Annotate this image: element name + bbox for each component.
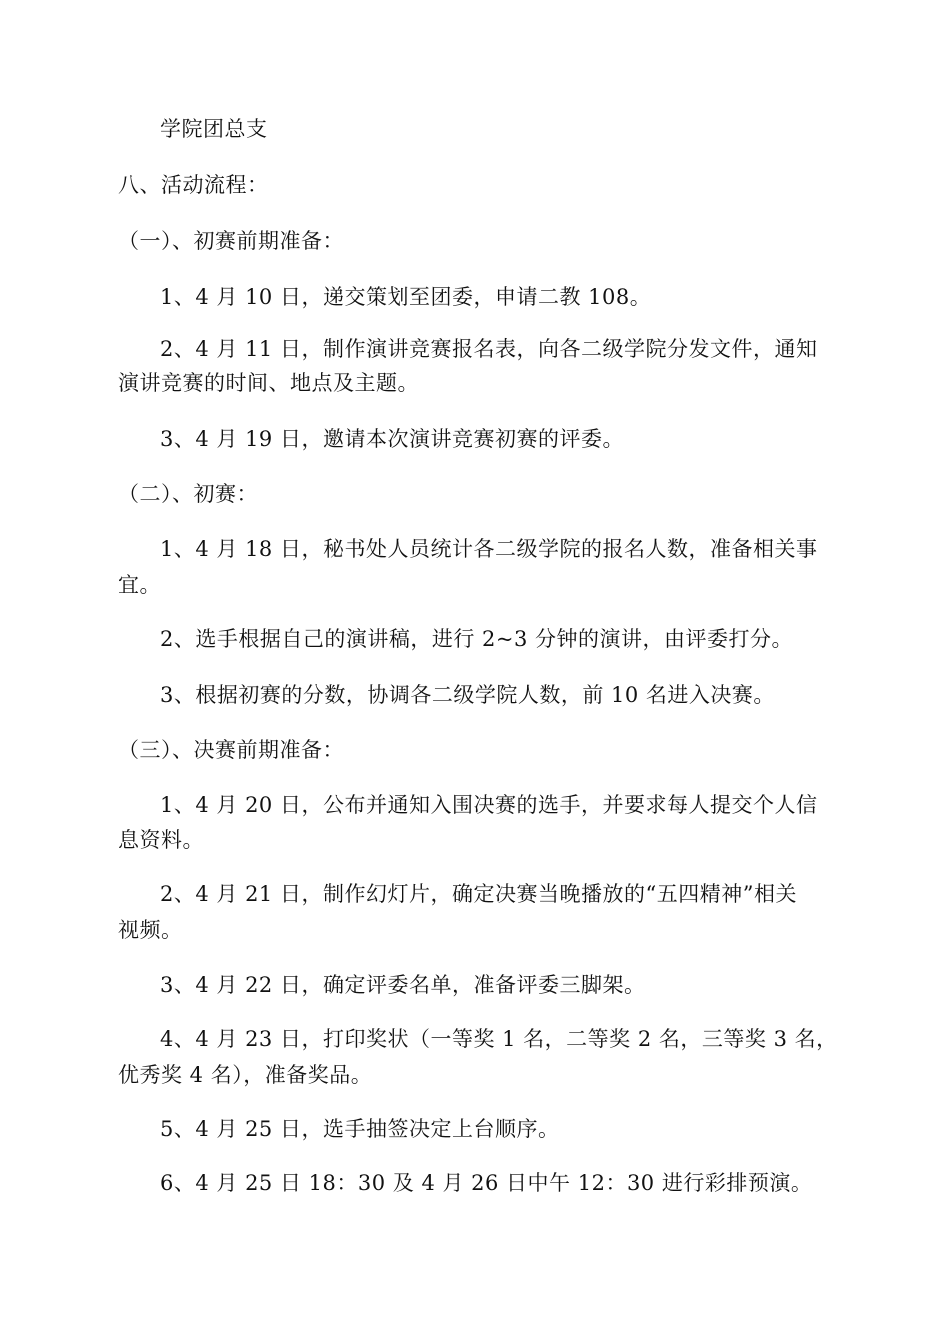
section-heading-process: 八、活动流程： bbox=[118, 173, 269, 197]
item-3-6: 6、4 月 25 日 18：30 及 4 月 26 日中午 12：30 进行彩排预演。 bbox=[160, 1171, 813, 1195]
subsection-heading-1: （一）、初赛前期准备： bbox=[118, 229, 344, 253]
item-3-1-cont: 息资料。 bbox=[118, 828, 204, 852]
item-3-4-cont: 优秀奖 4 名），准备奖品。 bbox=[118, 1063, 373, 1087]
item-1-2-cont: 演讲竞赛的时间、地点及主题。 bbox=[118, 371, 419, 395]
item-3-4: 4、4 月 23 日，打印奖状（一等奖 1 名，二等奖 2 名，三等奖 3 名， bbox=[160, 1027, 838, 1051]
item-3-2: 2、4 月 21 日，制作幻灯片，确定决赛当晚播放的“五四精神”相关 bbox=[160, 882, 797, 906]
item-2-1-cont: 宜。 bbox=[118, 573, 161, 597]
item-2-1: 1、4 月 18 日，秘书处人员统计各二级学院的报名人数，准备相关事 bbox=[160, 537, 818, 561]
item-3-3: 3、4 月 22 日，确定评委名单，准备评委三脚架。 bbox=[160, 973, 646, 997]
item-2-2: 2、选手根据自己的演讲稿，进行 2~3 分钟的演讲，由评委打分。 bbox=[160, 627, 794, 651]
item-3-5: 5、4 月 25 日，选手抽签决定上台顺序。 bbox=[160, 1117, 560, 1141]
subsection-heading-3: （三）、决赛前期准备： bbox=[118, 738, 344, 762]
item-3-2-cont: 视频。 bbox=[118, 918, 183, 942]
org-name: 学院团总支 bbox=[160, 117, 268, 141]
subsection-heading-2: （二）、初赛： bbox=[118, 482, 258, 506]
item-3-1: 1、4 月 20 日，公布并通知入围决赛的选手，并要求每人提交个人信 bbox=[160, 793, 818, 817]
item-2-3: 3、根据初赛的分数，协调各二级学院人数，前 10 名进入决赛。 bbox=[160, 683, 775, 707]
item-1-1: 1、4 月 10 日，递交策划至团委，申请二教 108。 bbox=[160, 285, 652, 309]
item-1-2: 2、4 月 11 日，制作演讲竞赛报名表，向各二级学院分发文件，通知 bbox=[160, 337, 818, 361]
item-1-3: 3、4 月 19 日，邀请本次演讲竞赛初赛的评委。 bbox=[160, 427, 624, 451]
